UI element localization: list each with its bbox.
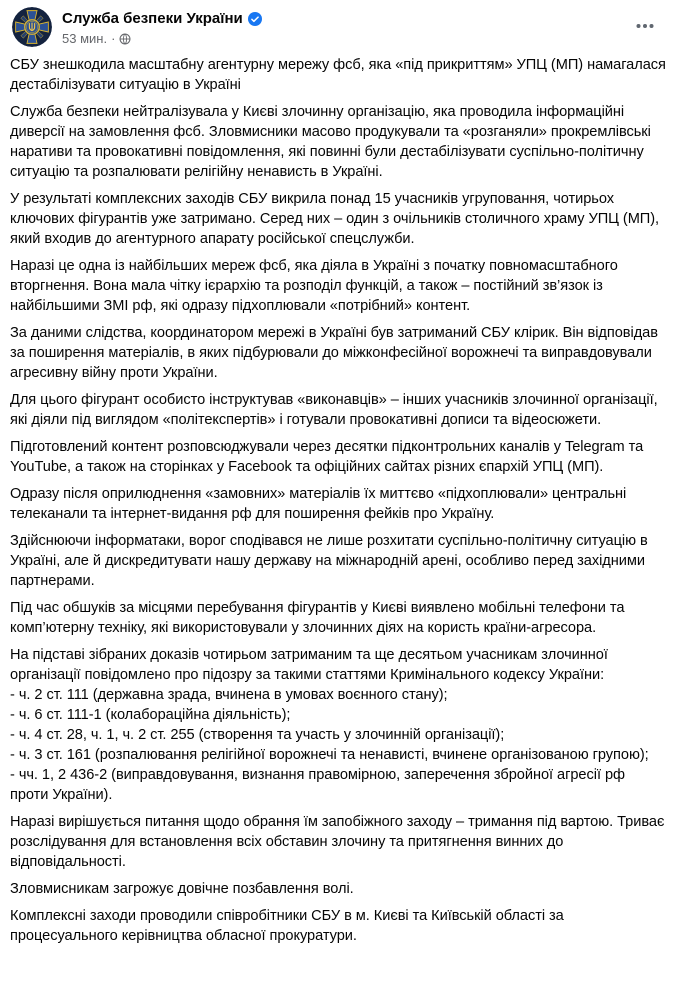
charge-item: - ч. 4 ст. 28, ч. 1, ч. 2 ст. 255 (створення та участь у злочинній організації);: [10, 727, 505, 743]
post-paragraph: Підготовлений контент розповсюджували через десятки підконтрольних каналів у Telegram та YouTube, а також на сторінках у Facebook та офіційних сайтах різних єпархій УПЦ (МП).: [10, 439, 644, 475]
post-paragraph: СБУ знешкодила масштабну агентурну мережу фсб, яка «під прикриттям» УПЦ (МП) намагалася дестабілізувати ситуацію в Україні: [10, 57, 666, 93]
timestamp-link[interactable]: 53 мин.: [62, 31, 108, 46]
post-paragraph: Здійснюючи інформатаки, ворог сподівався не лише розхитати суспільно-політичну ситуацію в Україні, але й дискредитувати нашу державу на міжнародній арені, особливо перед західними партнерами.: [10, 533, 648, 589]
post-paragraph: Одразу після оприлюднення «замовних» матеріалів їх миттєво «підхоплювали» центральні телеканали та інтернет-видання рф для поширення фейків про Україну.: [10, 486, 627, 522]
post-meta: [62, 30, 262, 47]
post-paragraph: За даними слідства, координатором мережі в Україні був затриманий СБУ клірик. Він відповідав за поширення матеріалів, в яких підбурювали до міжконфесійної ворожнечі та виправдовували агресивну війну проти України.: [10, 325, 658, 381]
post-paragraph: Комплексні заходи проводили співробітники СБУ в м. Києві та Київській області за процесуального керівництва обласної прокуратури.: [10, 908, 564, 944]
post-paragraph: Наразі це одна із найбільших мереж фсб, яка діяла в Україні з початку повномасштабного вторгнення. Вона мала чітку ієрархію та розподіл функцій, а також – постійний зв’язок із найбільшими ЗМІ рф, які одразу підхоплювали «потрібний» контент.: [10, 258, 618, 314]
charge-item: - ч. 3 ст. 161 (розпалювання релігійної ворожнечі та ненависті, вчинене організованою групою);: [10, 747, 649, 763]
post-body: [0, 52, 677, 958]
post-paragraph: У результаті комплексних заходів СБУ викрила понад 15 учасників угруповання, чотирьох ключових фігурантів уже затримано. Серед них – один з очільників столичного храму УПЦ (МП), який входив до агентурного апарату російської спецслужби.: [10, 191, 660, 247]
more-options-button[interactable]: [629, 12, 661, 44]
post-paragraph: На підставі зібраних доказів чотирьом затриманим та ще десятьом учасникам злочинної організації повідомлено про підозру за такими статтями Кримінального кодексу України:: [10, 647, 608, 683]
header-text: [62, 7, 262, 47]
ellipsis-icon: [635, 16, 655, 41]
charge-item: - ч. 6 ст. 111-1 (колабораційна діяльність);: [10, 707, 291, 723]
meta-separator: ·: [111, 31, 116, 46]
post-paragraph: Зловмисникам загрожує довічне позбавлення волі.: [10, 881, 354, 897]
page-avatar[interactable]: [12, 7, 52, 47]
globe-icon: [119, 33, 131, 45]
post-paragraph: Служба безпеки нейтралізувала у Києві злочинну організацію, яка проводила інформаційні диверсії на замовлення фсб. Зловмисники масово продукували та «розганяли» прокремлівські наративи та провокативні повідомлення, які повинні були дестабілізувати суспільно-політичну ситуацію та розпалювати релігійну ненависть в Україні.: [10, 104, 651, 180]
post-paragraph: Для цього фігурант особисто інструктував «виконавців» – інших учасників злочинної організації, які діяли під виглядом «політекспертів» і готували провокативні дописи та відеосюжети.: [10, 392, 658, 428]
post-paragraph: Наразі вирішується питання щодо обрання їм запобіжного заходу – тримання під вартою. Триває розслідування для встановлення всіх обставин злочину та притягнення винних до відповідальності.: [10, 814, 665, 870]
verified-badge-icon: [248, 12, 262, 26]
charge-item: - ч. 2 ст. 111 (державна зрада, вчинена в умовах воєнного стану);: [10, 687, 448, 703]
sbu-emblem-icon: [12, 7, 52, 47]
charge-item: - чч. 1, 2 436-2 (виправдовування, визнання правомірною, заперечення збройної агресії рф проти України).: [10, 767, 625, 803]
page-name-link[interactable]: Служба безпеки України: [62, 10, 243, 27]
post-paragraph: Під час обшуків за місцями перебування фігурантів у Києві виявлено мобільні телефони та комп’ютерну техніку, які використовували у злочинних діях на користь країни-агресора.: [10, 600, 625, 636]
post-header: [0, 0, 677, 52]
charges-block: [10, 645, 667, 805]
name-row: [62, 9, 262, 28]
